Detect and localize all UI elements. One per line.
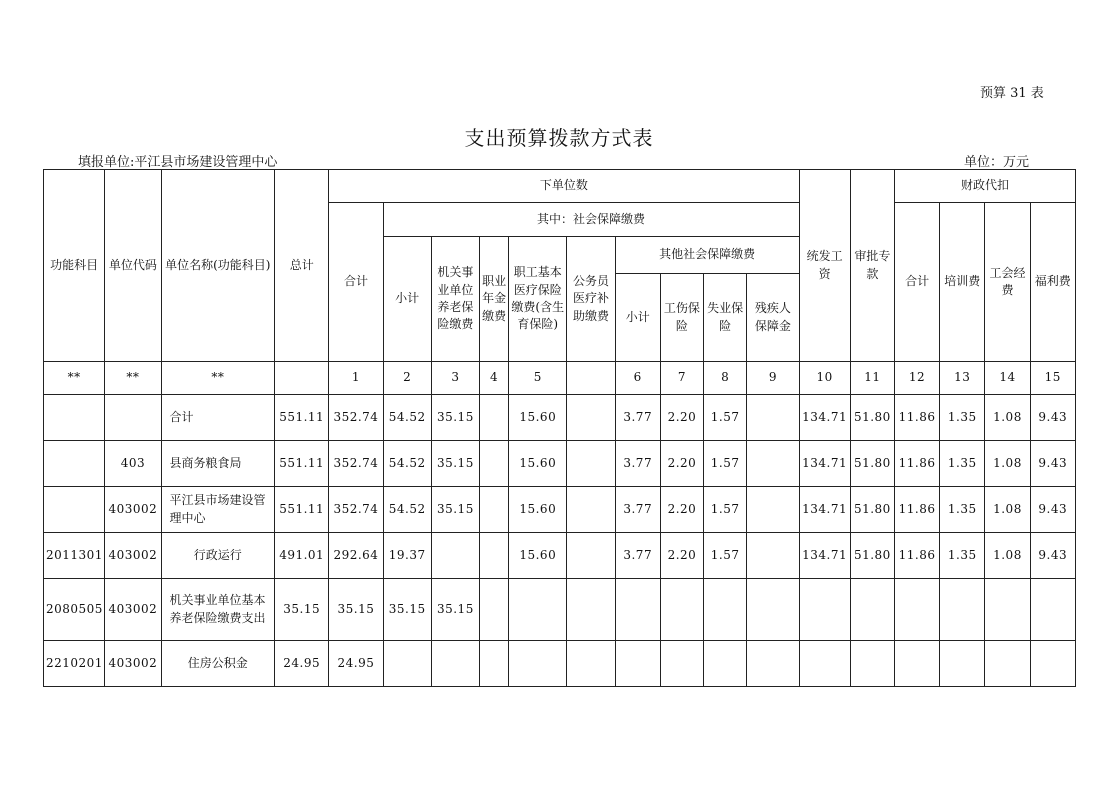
table-cell: 11.86 <box>894 533 939 579</box>
table-cell <box>850 641 894 687</box>
index-cell: 8 <box>704 362 747 395</box>
table-cell <box>747 487 799 533</box>
header-union: 工会经费 <box>985 203 1030 362</box>
index-cell: 3 <box>431 362 479 395</box>
table-cell: 3.77 <box>615 487 660 533</box>
table-cell <box>1030 579 1075 641</box>
table-cell: 551.11 <box>275 395 329 441</box>
header-injury: 工伤保险 <box>660 274 703 362</box>
table-cell: 1.57 <box>704 487 747 533</box>
table-cell: 403002 <box>105 533 161 579</box>
table-cell <box>799 579 850 641</box>
table-cell: 1.35 <box>940 441 985 487</box>
table-cell: 2.20 <box>660 533 703 579</box>
table-cell <box>985 641 1030 687</box>
table-cell: 9.43 <box>1030 487 1075 533</box>
header-lower-sum: 合计 <box>329 203 383 362</box>
table-cell: 1.57 <box>704 395 747 441</box>
table-cell <box>567 441 615 487</box>
table-cell: 403002 <box>105 579 161 641</box>
index-cell: 6 <box>615 362 660 395</box>
table-cell <box>615 579 660 641</box>
table-cell: 292.64 <box>329 533 383 579</box>
header-salary: 统发工资 <box>799 170 850 362</box>
table-cell: 51.80 <box>850 441 894 487</box>
header-other-subtotal: 小计 <box>615 274 660 362</box>
table-cell: 行政运行 <box>161 533 275 579</box>
header-unit-name: 单位名称(功能科目) <box>161 170 275 362</box>
table-cell <box>894 579 939 641</box>
table-cell: 1.08 <box>985 395 1030 441</box>
table-cell <box>747 533 799 579</box>
table-cell <box>660 579 703 641</box>
index-cell: 10 <box>799 362 850 395</box>
table-cell <box>480 533 509 579</box>
table-cell <box>704 641 747 687</box>
table-cell: 1.08 <box>985 533 1030 579</box>
table-row <box>44 487 1076 533</box>
table-cell: 1.35 <box>940 533 985 579</box>
index-cell: 12 <box>894 362 939 395</box>
index-cell: 2 <box>383 362 431 395</box>
table-cell: 11.86 <box>894 487 939 533</box>
table-cell <box>44 395 105 441</box>
table-cell: 24.95 <box>329 641 383 687</box>
header-social-subtotal: 小计 <box>383 237 431 362</box>
index-cell: 1 <box>329 362 383 395</box>
table-cell: 51.80 <box>850 533 894 579</box>
table-cell <box>509 579 567 641</box>
table-row <box>44 533 1076 579</box>
header-other-social: 其他社会保障缴费 <box>615 237 799 274</box>
table-cell: 134.71 <box>799 441 850 487</box>
table-cell <box>480 441 509 487</box>
table-cell: 491.01 <box>275 533 329 579</box>
table-cell: 15.60 <box>509 533 567 579</box>
table-cell: 3.77 <box>615 533 660 579</box>
header-civil-medical: 公务员医疗补助缴费 <box>567 237 615 362</box>
table-cell <box>747 395 799 441</box>
table-cell: 35.15 <box>431 441 479 487</box>
table-cell <box>940 579 985 641</box>
table-cell: 35.15 <box>431 395 479 441</box>
table-cell: 2210201 <box>44 641 105 687</box>
table-cell: 平江县市场建设管理中心 <box>161 487 275 533</box>
table-cell: 54.52 <box>383 441 431 487</box>
table-cell <box>567 641 615 687</box>
table-cell: 35.15 <box>329 579 383 641</box>
header-pension: 机关事业单位养老保险缴费 <box>431 237 479 362</box>
table-row <box>44 579 1076 641</box>
table-cell <box>567 533 615 579</box>
index-cell: 14 <box>985 362 1030 395</box>
table-cell: 县商务粮食局 <box>161 441 275 487</box>
table-cell: 2.20 <box>660 487 703 533</box>
table-cell: 551.11 <box>275 487 329 533</box>
table-cell: 15.60 <box>509 441 567 487</box>
header-total: 总计 <box>275 170 329 362</box>
table-cell: 35.15 <box>383 579 431 641</box>
table-cell <box>480 579 509 641</box>
table-cell: 352.74 <box>329 487 383 533</box>
table-cell <box>105 395 161 441</box>
table-cell: 15.60 <box>509 395 567 441</box>
table-cell <box>747 441 799 487</box>
index-row <box>44 362 1076 395</box>
index-cell: 4 <box>480 362 509 395</box>
table-cell <box>480 487 509 533</box>
index-cell: 7 <box>660 362 703 395</box>
table-cell <box>44 487 105 533</box>
index-cell: ** <box>44 362 105 395</box>
table-cell: 11.86 <box>894 395 939 441</box>
table-cell <box>567 579 615 641</box>
table-cell: 9.43 <box>1030 395 1075 441</box>
table-cell: 11.86 <box>894 441 939 487</box>
header-lower-units: 下单位数 <box>329 170 799 203</box>
table-cell: 403002 <box>105 641 161 687</box>
table-cell <box>44 441 105 487</box>
table-cell <box>850 579 894 641</box>
table-cell: 35.15 <box>431 487 479 533</box>
table-cell: 19.37 <box>383 533 431 579</box>
table-cell: 24.95 <box>275 641 329 687</box>
budget-table <box>43 169 1076 687</box>
table-cell: 机关事业单位基本养老保险缴费支出 <box>161 579 275 641</box>
table-cell: 2080505 <box>44 579 105 641</box>
table-cell: 551.11 <box>275 441 329 487</box>
index-cell: ** <box>105 362 161 395</box>
table-cell: 54.52 <box>383 487 431 533</box>
table-cell <box>799 641 850 687</box>
table-cell: 134.71 <box>799 487 850 533</box>
table-cell: 1.08 <box>985 487 1030 533</box>
index-cell: ** <box>161 362 275 395</box>
table-cell <box>383 641 431 687</box>
table-row <box>44 441 1076 487</box>
table-cell <box>567 487 615 533</box>
table-cell <box>940 641 985 687</box>
table-cell: 2.20 <box>660 395 703 441</box>
header-social-insurance: 其中：社会保障缴费 <box>383 203 799 237</box>
table-cell: 15.60 <box>509 487 567 533</box>
header-unit-code: 单位代码 <box>105 170 161 362</box>
index-cell: 15 <box>1030 362 1075 395</box>
header-annuity: 职业年金缴费 <box>480 237 509 362</box>
table-cell <box>660 641 703 687</box>
table-cell <box>894 641 939 687</box>
table-cell: 134.71 <box>799 533 850 579</box>
table-cell <box>747 641 799 687</box>
table-cell: 1.57 <box>704 533 747 579</box>
table-cell: 1.57 <box>704 441 747 487</box>
header-welfare: 福利费 <box>1030 203 1075 362</box>
table-cell <box>615 641 660 687</box>
table-cell: 9.43 <box>1030 533 1075 579</box>
table-cell: 54.52 <box>383 395 431 441</box>
table-cell: 51.80 <box>850 395 894 441</box>
table-cell: 352.74 <box>329 441 383 487</box>
header-disability: 残疾人保障金 <box>747 274 799 362</box>
table-cell: 1.08 <box>985 441 1030 487</box>
table-cell <box>431 641 479 687</box>
table-cell: 403002 <box>105 487 161 533</box>
table-cell: 3.77 <box>615 395 660 441</box>
table-row <box>44 395 1076 441</box>
table-cell: 403 <box>105 441 161 487</box>
form-code: 预算 31 表 <box>980 86 1044 101</box>
page-title: 支出预算拨款方式表 <box>464 126 654 150</box>
table-cell <box>704 579 747 641</box>
table-cell: 35.15 <box>275 579 329 641</box>
table-cell: 3.77 <box>615 441 660 487</box>
header-approved: 审批专款 <box>850 170 894 362</box>
header-unemployment: 失业保险 <box>704 274 747 362</box>
table-cell <box>985 579 1030 641</box>
reporting-unit: 填报单位:平江县市场建设管理中心 <box>78 155 278 170</box>
table-cell: 住房公积金 <box>161 641 275 687</box>
table-cell <box>509 641 567 687</box>
table-cell <box>747 579 799 641</box>
table-cell <box>431 533 479 579</box>
index-cell: 5 <box>509 362 567 395</box>
table-cell: 9.43 <box>1030 441 1075 487</box>
header-training: 培训费 <box>940 203 985 362</box>
index-cell: 13 <box>940 362 985 395</box>
table-cell: 1.35 <box>940 395 985 441</box>
table-cell: 2011301 <box>44 533 105 579</box>
header-medical: 职工基本医疗保险缴费(含生育保险) <box>509 237 567 362</box>
table-cell <box>480 641 509 687</box>
table-cell: 合计 <box>161 395 275 441</box>
index-cell: 11 <box>850 362 894 395</box>
header-fin-sum: 合计 <box>894 203 939 362</box>
header-finance: 财政代扣 <box>894 170 1075 203</box>
table-cell: 352.74 <box>329 395 383 441</box>
table-cell: 2.20 <box>660 441 703 487</box>
index-cell <box>567 362 615 395</box>
table-cell: 134.71 <box>799 395 850 441</box>
table-cell <box>567 395 615 441</box>
table-cell: 1.35 <box>940 487 985 533</box>
currency-unit: 单位：万元 <box>964 155 1030 170</box>
table-cell: 35.15 <box>431 579 479 641</box>
table-row <box>44 641 1076 687</box>
table-cell: 51.80 <box>850 487 894 533</box>
table-cell <box>480 395 509 441</box>
index-cell: 9 <box>747 362 799 395</box>
table-cell <box>1030 641 1075 687</box>
index-cell <box>275 362 329 395</box>
header-func-subject: 功能科目 <box>44 170 105 362</box>
